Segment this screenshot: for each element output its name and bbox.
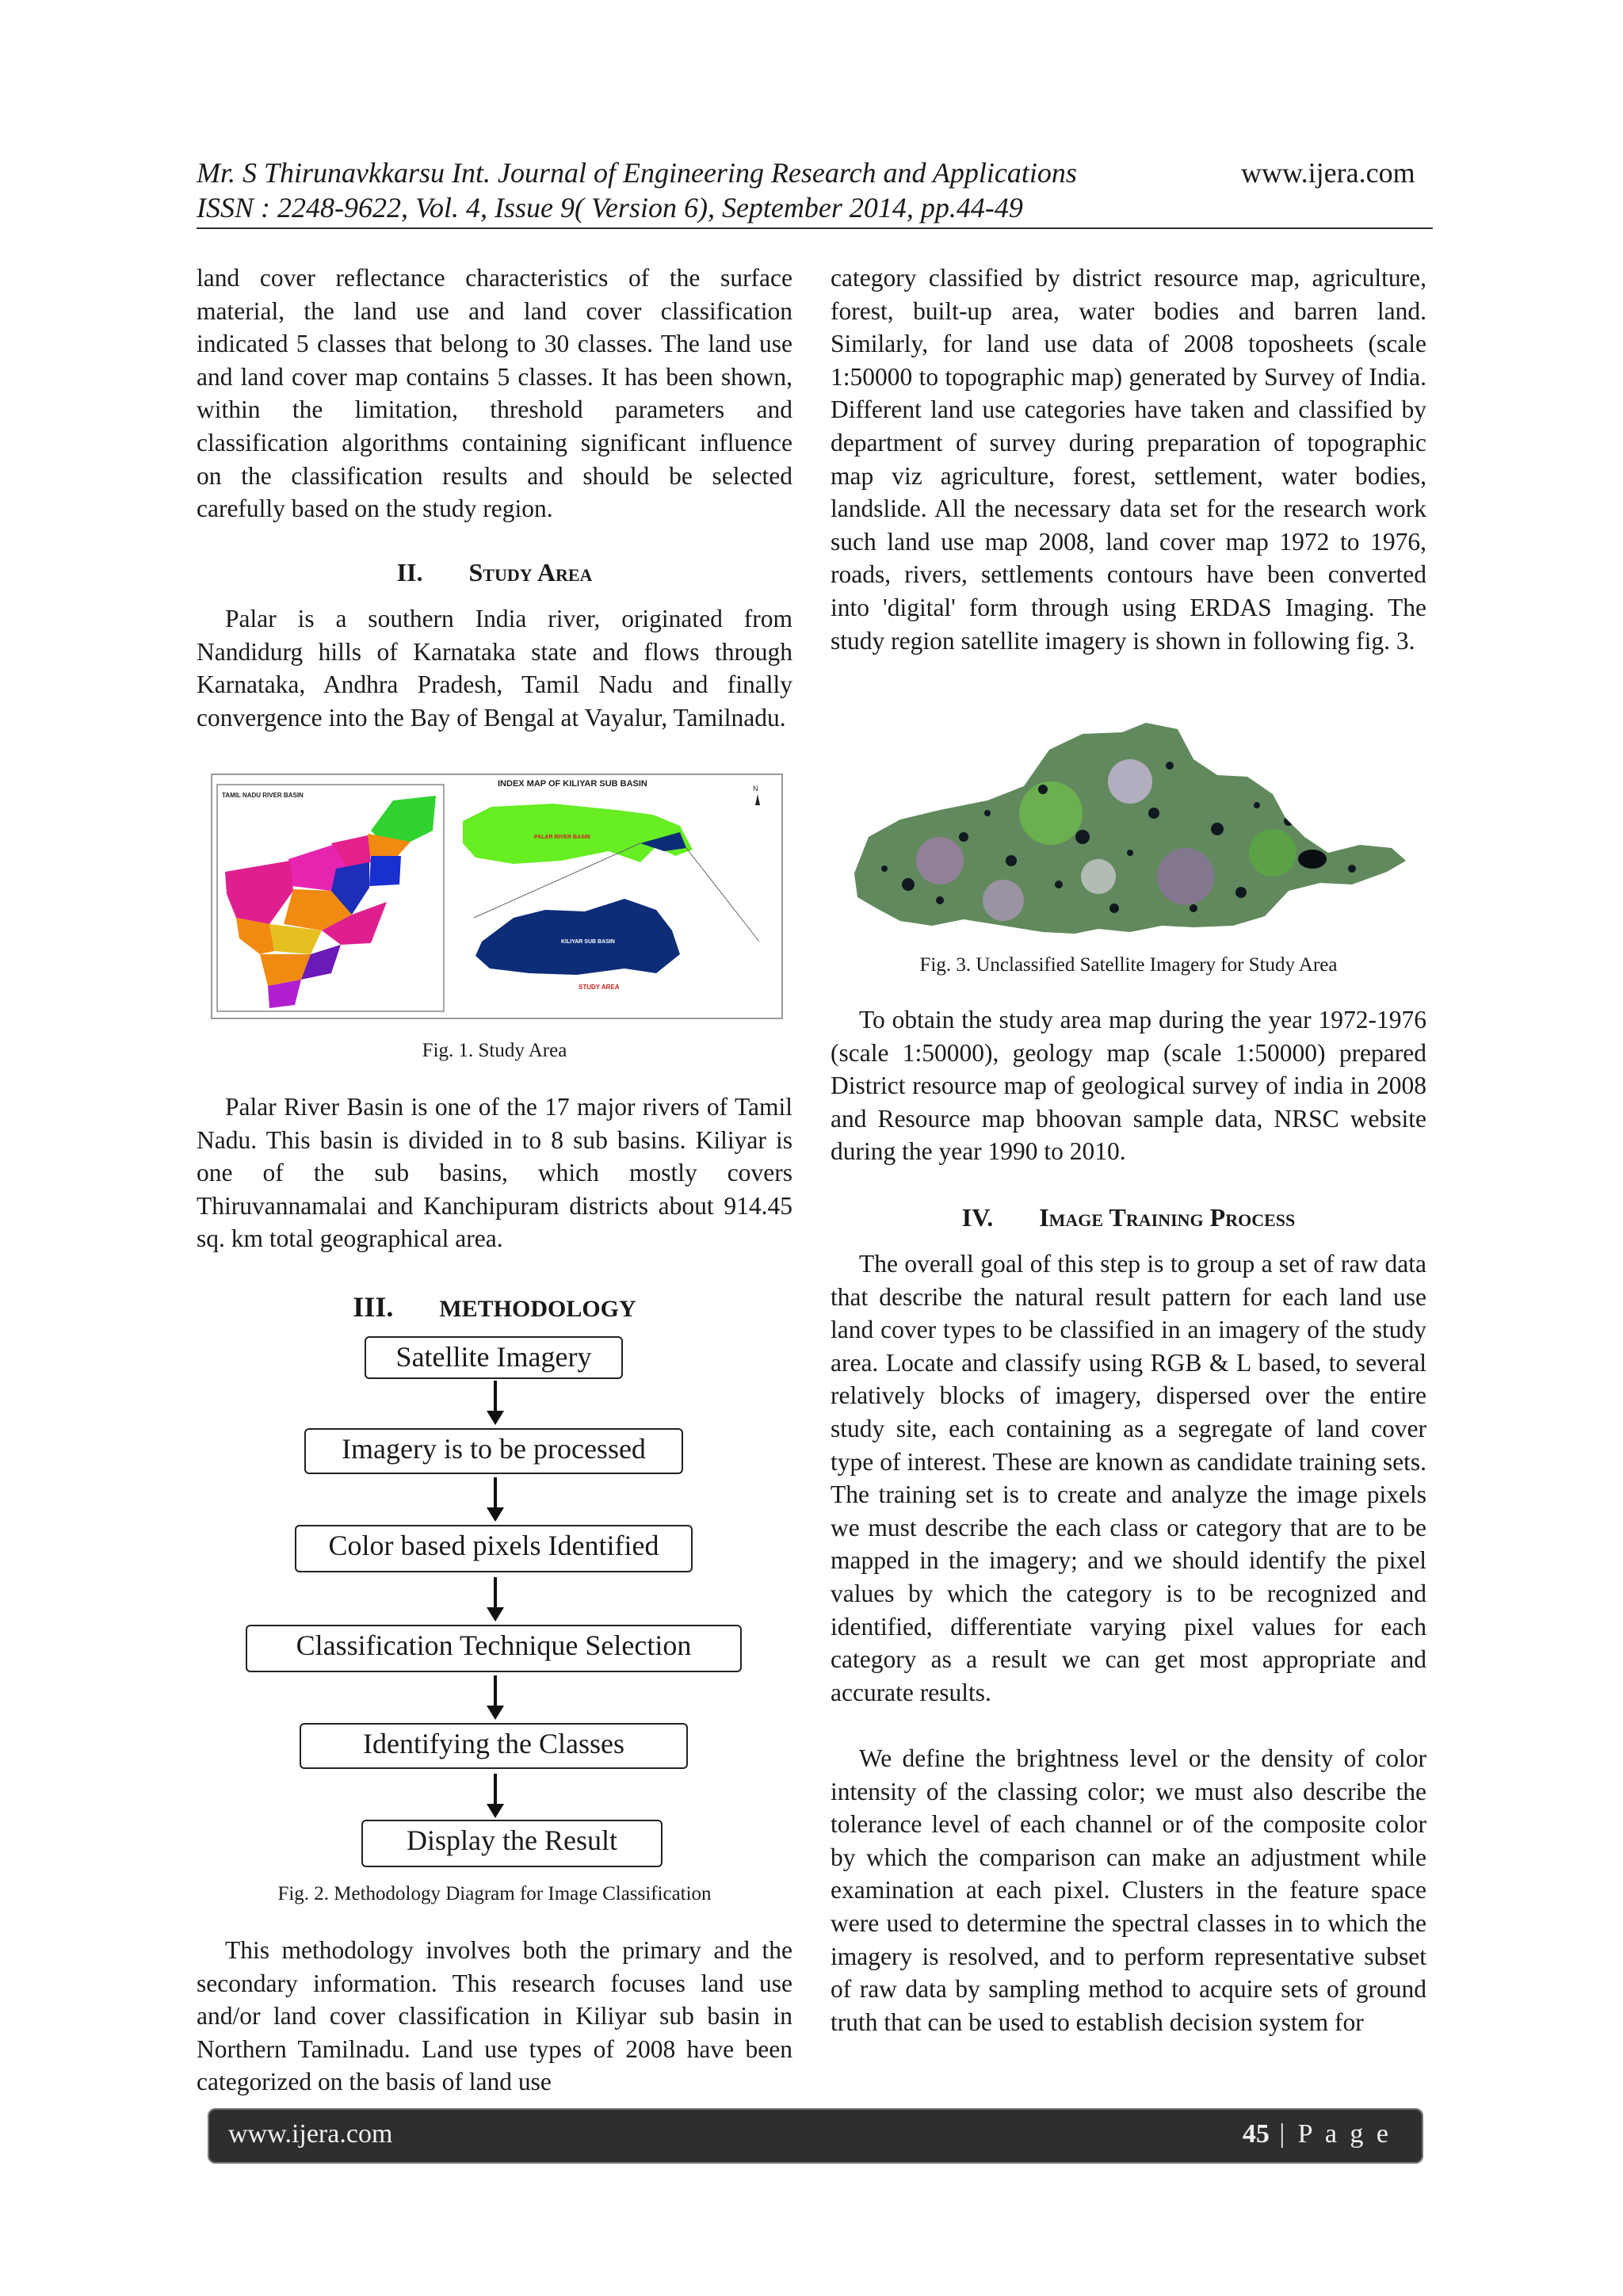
down-arrow-icon: [494, 1774, 497, 1805]
figure-2-caption: Fig. 2. Methodology Diagram for Image Classification: [277, 1883, 712, 1904]
header-website-link[interactable]: www.ijera.com: [1241, 157, 1415, 189]
down-arrow-icon: [494, 1577, 497, 1609]
right-para-2: To obtain the study area map during the year 1972-1976 (scale 1:50000), geology map (scale 1:50000) prepared District resource map of geological survey of india in 2008 and Resource map bhoovan sample data, NRSC website during the year 1990 to 2010.: [831, 1006, 1426, 1166]
satellite-imagery-svg: [845, 718, 1415, 943]
figure-1-caption: Fig. 1. Study Area: [422, 1040, 567, 1061]
down-arrow-icon: [494, 1675, 497, 1707]
north-label: N: [753, 785, 758, 793]
inset-label: TAMIL NADU RIVER BASIN: [222, 792, 304, 799]
study-area-map-svg: [212, 775, 781, 1018]
flow-step-classification-technique: Classification Technique Selection: [246, 1625, 742, 1672]
palar-label: PALAR RIVER BASIN: [534, 835, 590, 840]
left-para-2: Palar is a southern India river, originated from Nandidurg hills of Karnataka state and flows through Karnataka, Andhra Pradesh, Tamil Nadu and finally convergence into the Bay of Bengal at Vayalur, Tamilnadu.: [197, 605, 792, 732]
right-para-4: We define the brightness level or the density of color intensity of the classing color; we must also describe the tolerance level of each channel or of the composite color by which the comparison can make an adjustment while examination at each pixel. Clusters in the feature space were used to determine the spectral classes in to which the imagery is resolved, and to perform representative subset of raw data by sampling method to acquire sets of ground truth that can be used to establish decision system for: [831, 1744, 1426, 2036]
flow-step-satellite-imagery: Satellite Imagery: [365, 1336, 623, 1379]
page-indicator: [1243, 2119, 1392, 2149]
figure-3-caption: Fig. 3. Unclassified Satellite Imagery for Study Area: [919, 954, 1338, 976]
study-area-label: STUDY AREA: [579, 984, 620, 991]
left-para-3: Palar River Basin is one of the 17 major rivers of Tamil Nadu. This basin is divided in to 8 sub basins. Kiliyar is one of the sub basins, which mostly covers Thiruvannamalai and Kanchipuram districts about 914.45 sq. km total geographical area.: [197, 1093, 792, 1253]
page-label: | P a g e: [1269, 2119, 1392, 2149]
left-para-4: This methodology involves both the primary and the secondary information. This research focuses land use and/or land cover classification in Kiliyar sub basin in Northern Tamilnadu. Land use types of 2008 have been categorized on the basis of land use: [197, 1936, 792, 2096]
methodology-flowchart: [197, 1331, 792, 1886]
figure-1-study-area-map: [211, 774, 783, 1019]
basin-imagery: [845, 718, 1415, 943]
section-heading-methodology: III. METHODOLOGY: [353, 1291, 636, 1323]
section-heading-study-area: II. Study Area: [396, 558, 593, 586]
flow-step-imagery-processed: Imagery is to be processed: [304, 1428, 683, 1474]
kiliyar-sub-basin-shape: [475, 899, 680, 975]
palar-river-basin-shape: [463, 804, 693, 864]
connector-line: [686, 848, 759, 942]
issn-line: ISSN : 2248-9622, Vol. 4, Issue 9( Version 6), September 2014, pp.44-49: [197, 192, 1023, 223]
figure-3-satellite-imagery: [845, 718, 1415, 943]
journal-line: Mr. S Thirunavkkarsu Int. Journal of Engineering Research and Applications: [197, 157, 1077, 189]
flow-step-identifying-classes: Identifying the Classes: [300, 1723, 688, 1769]
left-para-1: land cover reflectance characteristics of the surface material, the land use and land cover classification indicated 5 classes that belong to 30 classes. The land use and land cover map contains 5 classes. It has been shown, within the limitation, threshold parameters and classification algorithms containing significant influence on the classification results and should be selected carefully based on the study region.: [197, 264, 792, 523]
down-arrow-icon: [494, 1381, 497, 1412]
map-title: INDEX MAP OF KILIYAR SUB BASIN: [498, 779, 647, 789]
page-footer: [208, 2108, 1423, 2164]
flow-step-color-pixels: Color based pixels Identified: [295, 1525, 693, 1572]
header-rule: [197, 227, 1433, 229]
kiliyar-label: KILIYAR SUB BASIN: [561, 939, 615, 945]
footer-website-link[interactable]: www.ijera.com: [228, 2119, 393, 2149]
page-number: 45: [1242, 2119, 1270, 2149]
section-heading-image-training: IV. Image Training Process: [961, 1203, 1296, 1232]
flow-step-display-result: Display the Result: [361, 1820, 663, 1867]
north-arrow-icon: [755, 794, 760, 805]
right-para-1: category classified by district resource map, agriculture, forest, built-up area, water bodies and barren land. Similarly, for land use data of 2008 toposheets (scale 1:50000 to topographic map) generated by Survey of India. Different land use categories have taken and classified by department of survey during preparation of topographic map viz agriculture, forest, settlement, water bodies, landslide. All the necessary data set for the research work such land use map 2008, land cover map 1972 to 1976, roads, rivers, settlements contours have been converted into 'digital' form through using ERDAS Imaging. The study region satellite imagery is shown in following fig. 3.: [831, 264, 1426, 655]
right-para-3: The overall goal of this step is to group a set of raw data that describe the natural result pattern for each land use land cover types to be classified in an imagery of the study area. Locate and classify using RGB & L based, to several relatively blocks of imagery, dispersed over the entire study site, each containing as a segregate of land cover type of interest. These are known as candidate training sets. The training set is to create and analyze the image pixels we must describe the each class or category that are to be mapped in the imagery; and we should identify the pixel values by which the category is to be recognized and identified, differentiate varying pixel values for each category as a result we can get most appropriate and accurate results.: [831, 1250, 1426, 1706]
down-arrow-icon: [494, 1477, 497, 1509]
running-header: [197, 155, 1227, 225]
